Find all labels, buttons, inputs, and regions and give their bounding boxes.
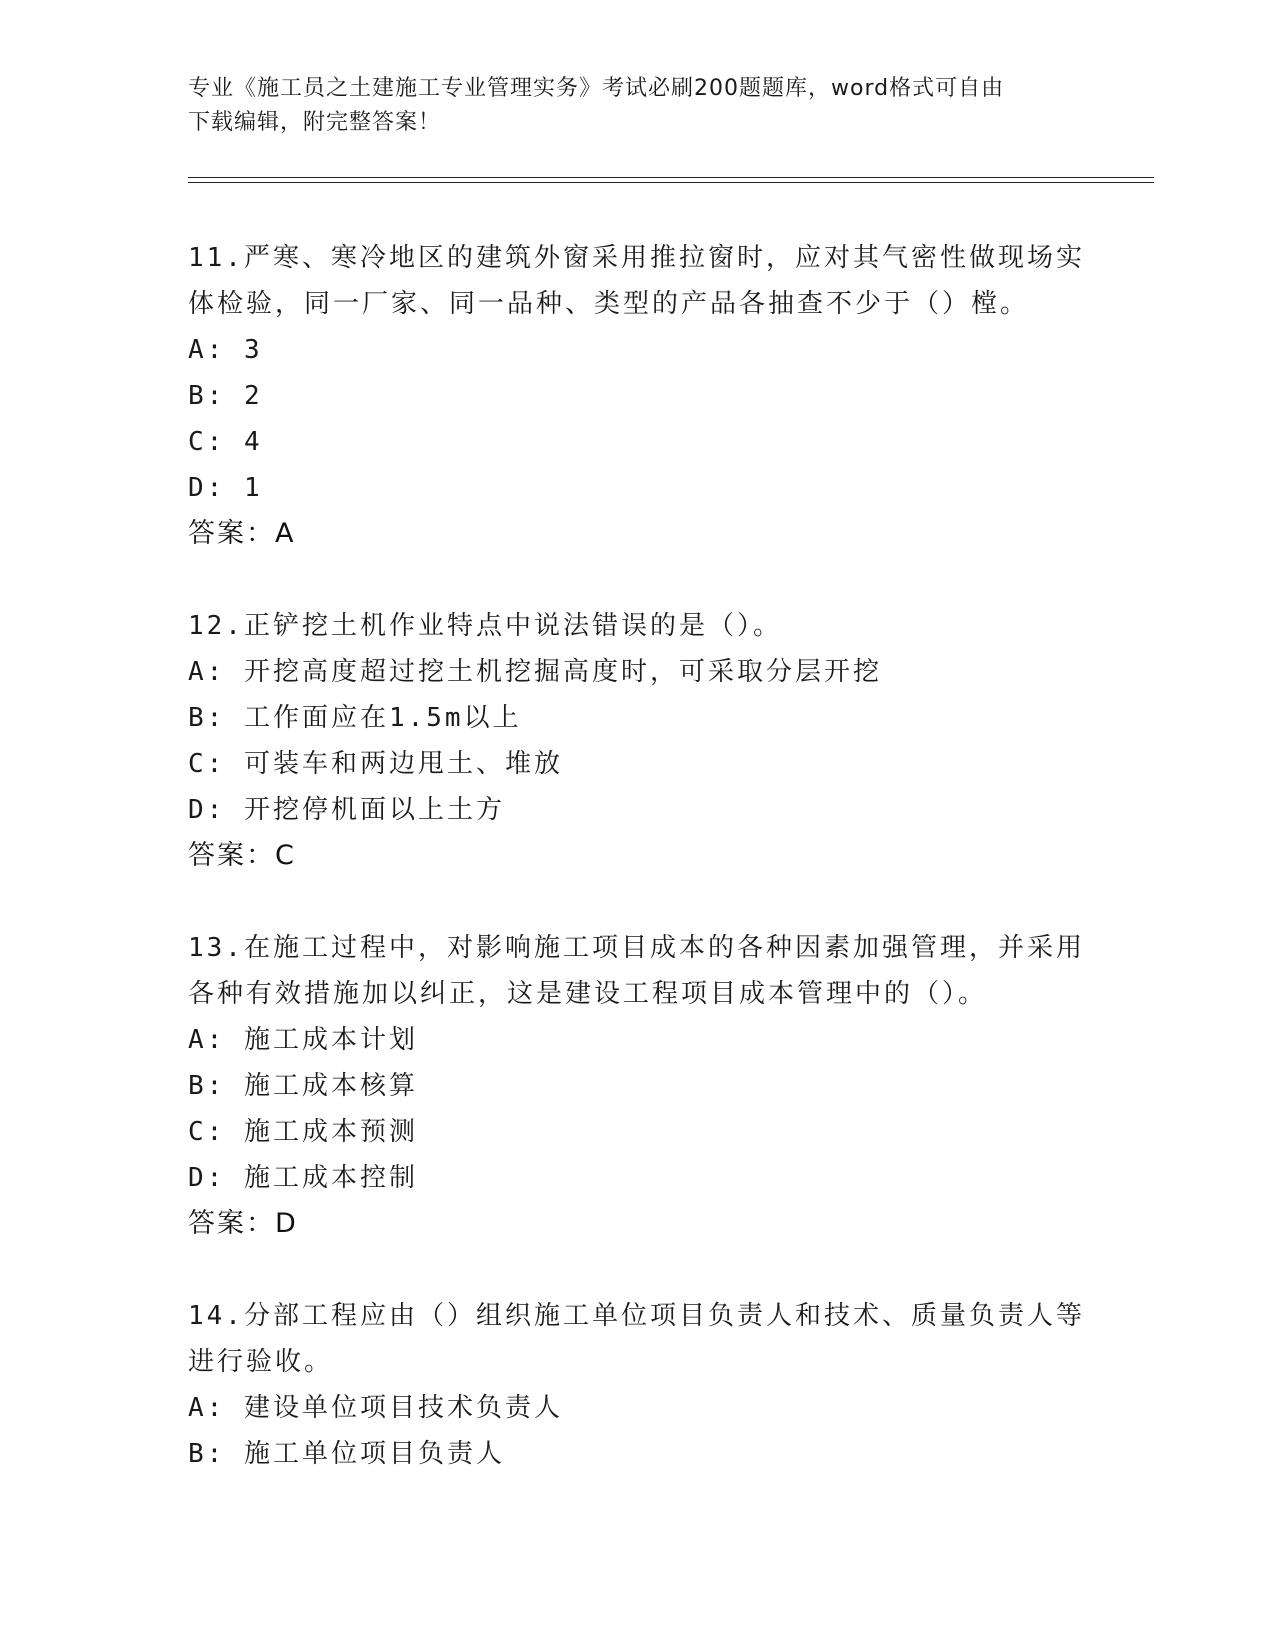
option-a: A: 建设单位项目技术负责人 [188, 1393, 563, 1423]
option-b: B: 施工单位项目负责人 [188, 1439, 505, 1469]
question-stem: 14.分部工程应由（）组织施工单位项目负责人和技术、质量负责人等 [188, 1301, 1085, 1331]
option-b: B: 工作面应在1.5m以上 [188, 703, 522, 733]
header-divider-bottom [188, 182, 1154, 183]
header-line-1: 专业《施工员之土建施工专业管理实务》考试必刷200题题库，word格式可自由 [188, 76, 1005, 101]
option-d: D: 1 [188, 473, 263, 503]
header-line-2: 下载编辑，附完整答案！ [188, 110, 442, 135]
option-a: A: 3 [188, 335, 263, 365]
option-a: A: 施工成本计划 [188, 1025, 418, 1055]
option-b: B: 2 [188, 381, 263, 411]
option-d: D: 开挖停机面以上土方 [188, 795, 505, 825]
option-c: C: 施工成本预测 [188, 1117, 418, 1147]
question-stem: 12.正铲挖土机作业特点中说法错误的是（）。 [188, 611, 782, 641]
header-divider-top [188, 177, 1154, 178]
question-14 [188, 1293, 1088, 1477]
option-b: B: 施工成本核算 [188, 1071, 418, 1101]
question-13 [188, 925, 1088, 1247]
answer: 答案：D [188, 1208, 298, 1239]
answer: 答案：A [188, 518, 296, 549]
question-stem: 13.在施工过程中，对影响施工项目成本的各种因素加强管理，并采用 [188, 933, 1085, 963]
option-a: A: 开挖高度超过挖土机挖掘高度时，可采取分层开挖 [188, 657, 882, 687]
question-stem-continued: 体检验，同一厂家、同一品种、类型的产品各抽查不少于（）樘。 [188, 289, 1030, 319]
option-c: C: 4 [188, 427, 263, 457]
question-list [188, 235, 1088, 1523]
question-stem-continued: 各种有效措施加以纠正，这是建设工程项目成本管理中的（）。 [188, 979, 988, 1009]
question-11 [188, 235, 1088, 557]
option-c: C: 可装车和两边甩土、堆放 [188, 749, 563, 779]
document-header [188, 72, 1088, 140]
answer: 答案：C [188, 840, 296, 871]
option-d: D: 施工成本控制 [188, 1163, 418, 1193]
question-stem: 11.严寒、寒冷地区的建筑外窗采用推拉窗时，应对其气密性做现场实 [188, 243, 1085, 273]
question-stem-continued: 进行验收。 [188, 1347, 334, 1377]
question-12 [188, 603, 1088, 879]
